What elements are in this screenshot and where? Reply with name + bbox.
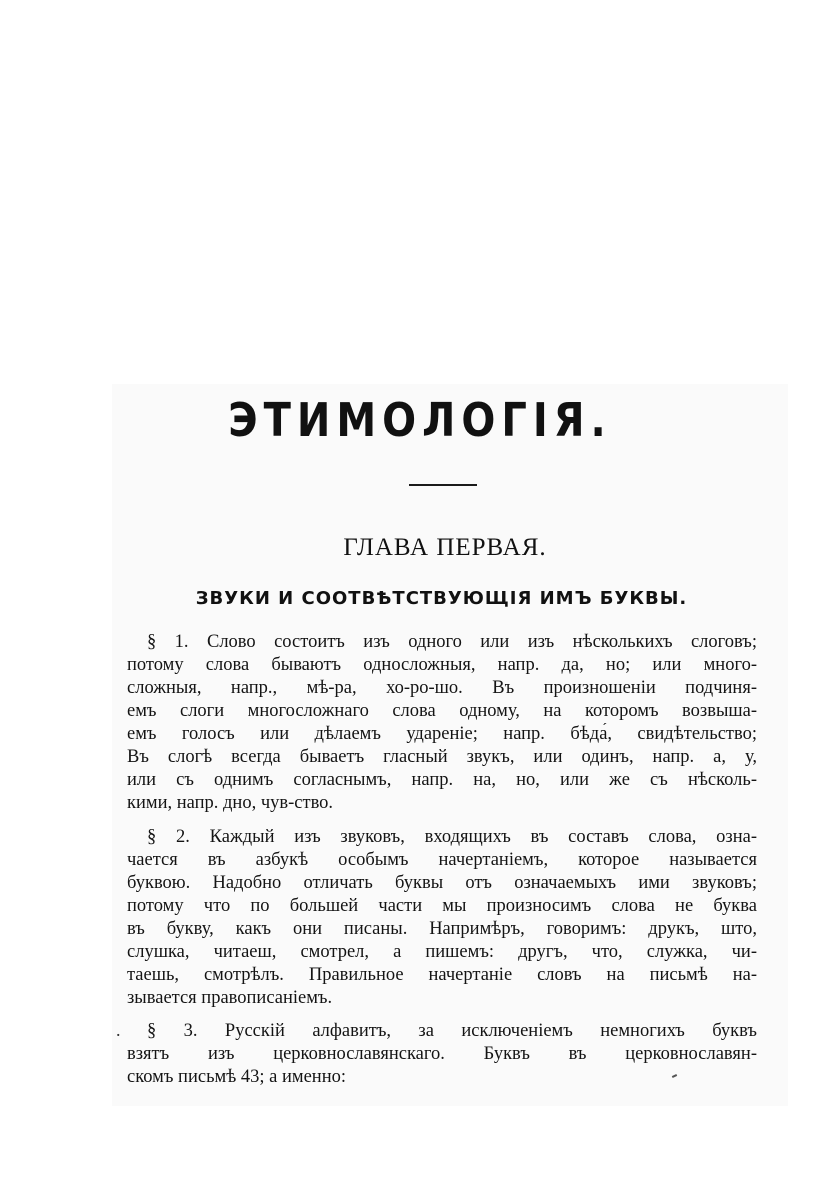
margin-dot: . [116,1020,121,1040]
text-line: потому что по большей части мы произносимъ слова не буква [127,896,757,916]
paragraph-1 [127,631,757,815]
text-line: слушка, читаеш, смотрел, а пишемъ: другъ, что, служка, чи- [127,942,757,962]
text-line: скомъ письмѣ 43; а именно: [127,1067,346,1087]
text-line: § 1. Слово состоитъ изъ одного или изъ нѣсколькихъ слоговъ; [147,632,757,652]
section-heading: ЗВУКИ И СООТВѢТСТВУЮЩІЯ ИМЪ БУКВЫ. [195,588,688,609]
text-line: Въ слогѣ всегда бываетъ гласный звукъ, или одинъ, напр. а, у, [127,747,757,767]
page-title: ЭТИМОЛОГІЯ. [228,394,612,448]
title-divider [409,484,477,486]
chapter-heading: ГЛАВА ПЕРВАЯ. [343,534,547,561]
text-line: таешь, смотрѣлъ. Правильное начертаніе словъ на письмѣ на- [127,965,757,985]
text-line: емъ слоги многосложнаго слова одному, на которомъ возвыша- [127,701,757,721]
paragraph-3 [127,1020,757,1089]
text-line: или съ однимъ согласнымъ, напр. на, но, или же съ нѣсколь- [127,770,757,790]
text-line: кими, напр. дно, чув-ство. [127,793,334,813]
text-line: зывается правописаніемъ. [127,988,333,1008]
text-line: буквою. Надобно отличать буквы отъ означаемыхъ ими звуковъ; [127,873,757,893]
text-line: емъ голосъ или дѣлаемъ удареніе; напр. бѣда́, свидѣтельство; [127,724,757,744]
text-line: чается въ азбукѣ особымъ начертаніемъ, которое называется [127,850,757,870]
text-line: взятъ изъ церковнославянскаго. Буквъ въ церковнославян- [127,1044,757,1064]
paragraph-2 [127,826,757,1010]
text-line: потому слова бываютъ односложныя, напр. да, но; или много- [127,655,757,675]
text-line: § 3. Русскій алфавитъ, за исключеніемъ немногихъ буквъ [147,1021,757,1041]
text-line: въ букву, какъ они писаны. Напримѣръ, говоримъ: друкъ, што, [127,919,757,939]
text-line: § 2. Каждый изъ звуковъ, входящихъ въ составъ слова, озна- [147,827,757,847]
text-line: сложныя, напр., мѣ-ра, хо-ро-шо. Въ произношеніи подчиня- [127,678,757,698]
